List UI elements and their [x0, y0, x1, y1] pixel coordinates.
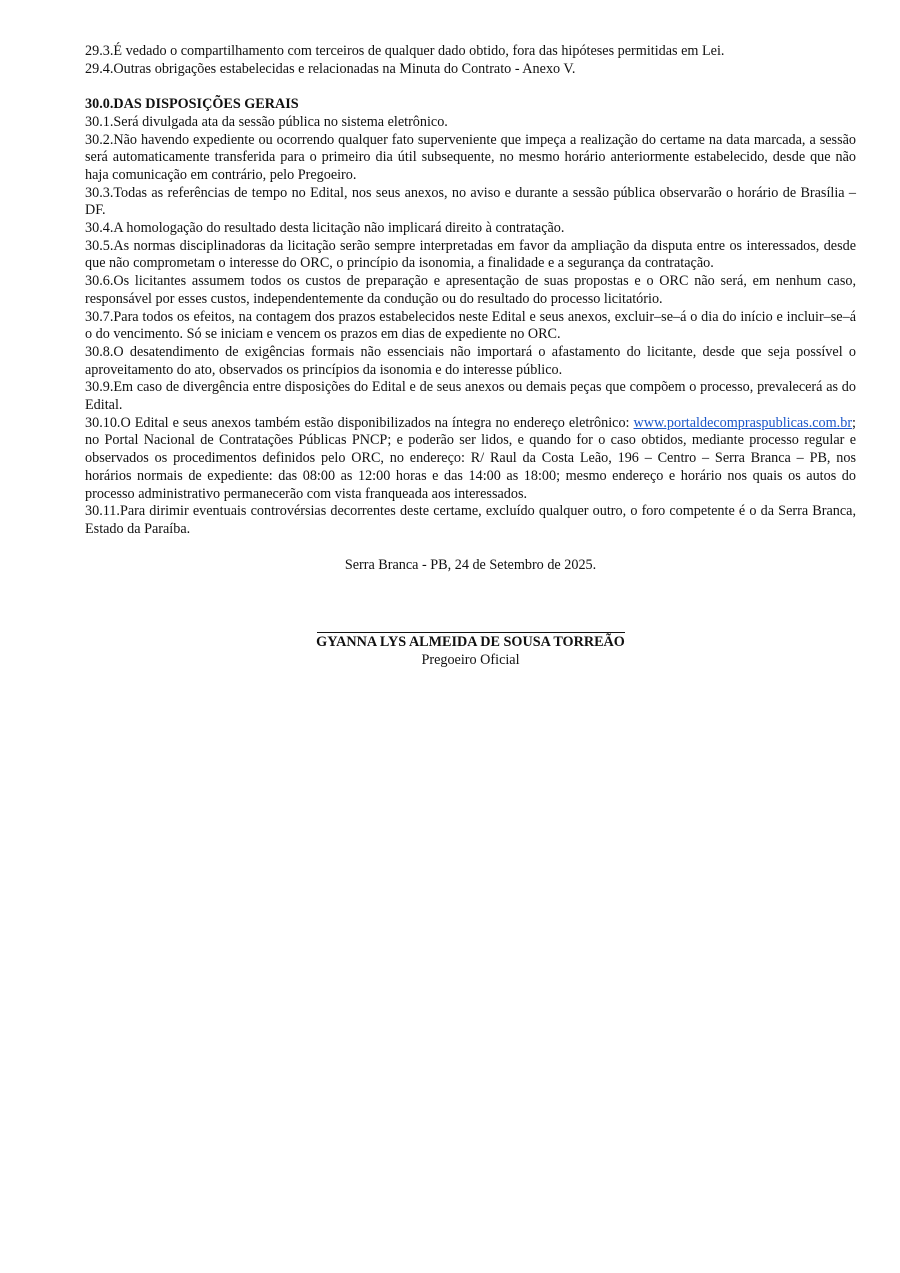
clause-30-7: 30.7.Para todos os efeitos, na contagem dos prazos estabelecidos neste Edital e seus anexos, excluir–se–á o dia do início e incluir–se–á o do vencimento. Só se iniciam e vencem os prazos em dias de expediente no ORC.	[85, 308, 856, 343]
clause-30-11: 30.11.Para dirimir eventuais controvérsias decorrentes deste certame, excluído qualquer outro, o foro competente é o da Serra Branca, Estado da Paraíba.	[85, 503, 856, 537]
clause-30-8: 30.8.O desatendimento de exigências formais não essenciais não importará o afastamento do licitante, desde que seja possível o aproveitamento do ato, observados os princípios da isonomia e do interesse público.	[85, 343, 856, 378]
signature-block	[85, 632, 856, 669]
clause-30-2: 30.2.Não havendo expediente ou ocorrendo qualquer fato superveniente que impeça a realização do certame na data marcada, a sessão será automaticamente transferida para o primeiro dia útil subsequente, no mesmo horário anteriormente estabelecido, desde que não haja comunicação em contrário, pelo Pregoeiro.	[85, 131, 856, 183]
clause-30-4: 30.4.A homologação do resultado desta licitação não implicará direito à contratação.	[85, 220, 565, 237]
clause-30-6: 30.6.Os licitantes assumem todos os custos de preparação e apresentação de suas propostas e o ORC não será, em nenhum caso, responsável por esses custos, independentemente da condução ou do resultado do processo licitatório.	[85, 273, 856, 307]
clause-30-9: 30.9.Em caso de divergência entre disposições do Edital e de seus anexos ou demais peças que compõem o processo, prevalecerá as do Edital.	[85, 379, 856, 414]
clause-30-5: 30.5.As normas disciplinadoras da licitação serão sempre interpretadas em favor da ampliação da disputa entre os interessados, desde que não comprometam o interesse do ORC, o princípio da isonomia, a finalidade e a segurança da contratação.	[85, 237, 856, 272]
clause-30-10	[85, 415, 856, 504]
clause-30-10-prefix: 30.10.O Edital e seus anexos também estão disponibilizados na íntegra no endereço eletrônico:	[85, 414, 634, 431]
clause-30-1: 30.1.Será divulgada ata da sessão pública no sistema eletrônico.	[85, 113, 448, 130]
clause-30-3: 30.3.Todas as referências de tempo no Edital, nos seus anexos, no aviso e durante a sessão pública observarão o horário de Brasília – DF.	[85, 184, 856, 219]
document-page	[85, 43, 856, 670]
portal-link[interactable]: www.portaldecompraspublicas.com.br	[633, 414, 853, 431]
clause-29-3: 29.3.É vedado o compartilhamento com terceiros de qualquer dado obtido, fora das hipóteses permitidas em Lei.	[85, 43, 725, 59]
paragraph-spacer	[85, 78, 856, 96]
date-line: Serra Branca - PB, 24 de Setembro de 2025.	[344, 556, 597, 573]
clause-29-4: 29.4.Outras obrigações estabelecidas e relacionadas na Minuta do Contrato - Anexo V.	[85, 60, 576, 77]
signature-name: GYANNA LYS ALMEIDA DE SOUSA TORREÃO	[316, 634, 625, 651]
section-30-title: 30.0.DAS DISPOSIÇÕES GERAIS	[85, 96, 299, 113]
signature-role: Pregoeiro Oficial	[421, 652, 520, 669]
clause-30-10-suffix: ; no Portal Nacional de Contratações Públicas PNCP; e poderão ser lidos, e quando for o caso obtidos, mediante processo regular e observados os procedimentos definidos pelo ORC, no endereço: R/ Raul da Costa Leão, 196 – Centro – Serra Branca – PB, nos horários normais de expediente: das 08:00 as 12:00 horas e das 14:00 as 18:00; mesmo endereço e horário nos quais os autos do processo administrativo permanecerão com vista franqueada aos interessados.	[85, 414, 856, 502]
